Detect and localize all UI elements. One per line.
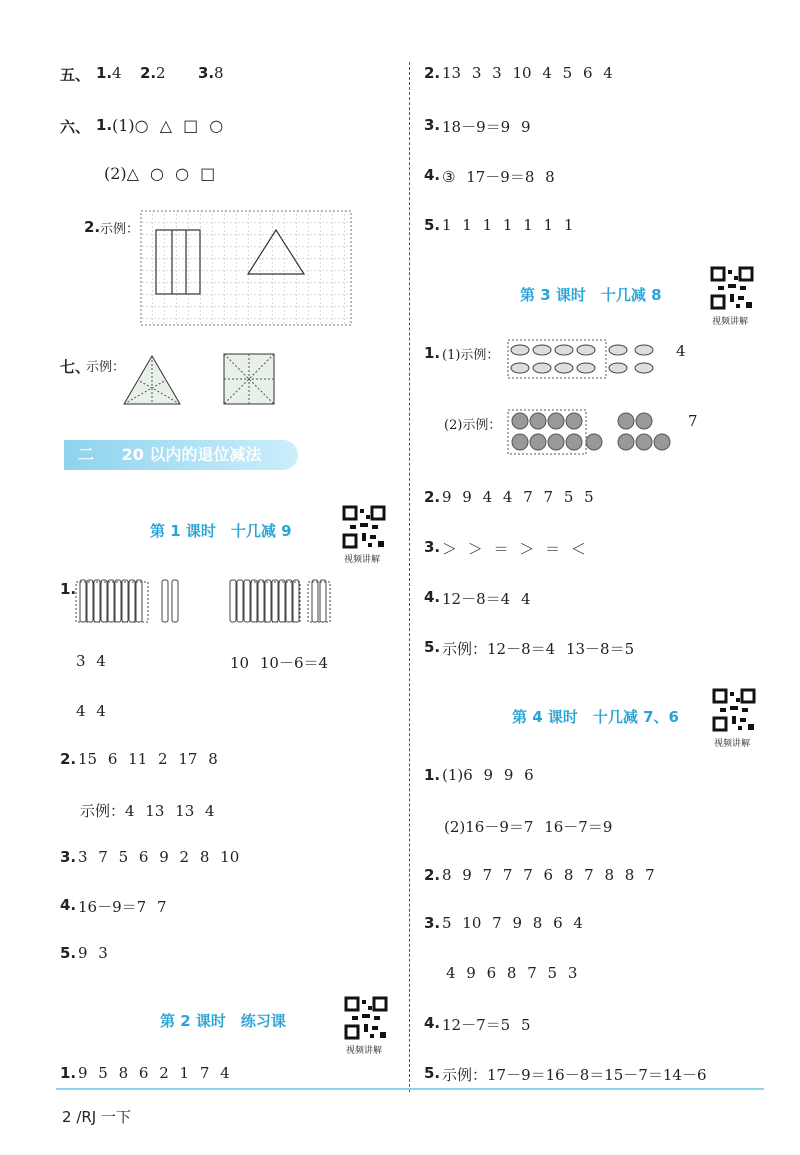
- l4-q3-num: 3.: [424, 914, 441, 932]
- l4-q4-answer: 12－7＝5 5: [442, 1016, 531, 1034]
- footer-rule: [56, 1088, 764, 1090]
- s6-q1-row1: (1)○ △ □ ○: [112, 116, 224, 135]
- grid-drawing: [140, 210, 352, 326]
- r-q2-answer: 13 3 3 10 4 5 6 4: [442, 64, 613, 82]
- r-q5-num: 5.: [424, 216, 441, 234]
- s5-q1-num: 1.: [96, 64, 113, 82]
- l1-q1-row1b: 10 10－6＝4: [230, 654, 329, 672]
- apples-figure: [506, 408, 676, 456]
- l1-q1-num: 1.: [60, 580, 77, 598]
- qr-label: 视频讲解: [344, 555, 381, 565]
- l4-q5-num: 5.: [424, 1064, 441, 1082]
- l2-q1-num: 1.: [60, 1064, 77, 1082]
- lesson-2-title: 第 2 课时 练习课: [160, 1012, 286, 1030]
- s5-q3-num: 3.: [198, 64, 215, 82]
- l4-q1-answer: (1)6 9 9 6: [442, 766, 534, 784]
- sticks-figure: [74, 578, 344, 626]
- cars-figure: [506, 338, 666, 380]
- qr-code-icon[interactable]: [344, 996, 388, 1040]
- page-number: 2: [62, 1108, 72, 1126]
- s5-q1-answer: 4: [112, 64, 122, 82]
- section-6-label: 六、: [60, 118, 91, 136]
- l1-q4-answer: 16－9＝7 7: [78, 898, 167, 916]
- l1-q3-num: 3.: [60, 848, 77, 866]
- column-divider: [409, 62, 410, 1092]
- section-5-label: 五、: [60, 66, 91, 84]
- section-7-label: 七、: [60, 358, 91, 376]
- l4-q1-num: 1.: [424, 766, 441, 784]
- l4-q2-answer: 8 9 7 7 7 6 8 7 8 8 7: [442, 866, 655, 884]
- s7-example: 示例：: [86, 360, 126, 375]
- s6-q2-example: 示例：: [100, 222, 140, 237]
- l4-q4-num: 4.: [424, 1014, 441, 1032]
- l4-q1b-answer: (2)16－9＝7 16－7＝9: [444, 818, 613, 836]
- l2-q1-answer: 9 5 8 6 2 1 7 4: [78, 1064, 230, 1082]
- l4-q3b-answer: 4 9 6 8 7 5 3: [446, 964, 578, 982]
- triangle-fold-figure: [120, 352, 184, 408]
- s6-q1-row2: (2)△ ○ ○ □: [104, 164, 216, 183]
- r-q4-answer: ③ 17－9＝8 8: [442, 168, 555, 186]
- l3-q2-num: 2.: [424, 488, 441, 506]
- l3-q5-answer: 示例：12－8＝4 13－8＝5: [442, 640, 635, 658]
- qr-label: 视频讲解: [714, 739, 751, 749]
- l3-q1b-answer: 7: [688, 412, 698, 430]
- l3-q1b-label: (2)示例：: [444, 418, 502, 433]
- l4-q2-num: 2.: [424, 866, 441, 884]
- qr-label: 视频讲解: [346, 1046, 383, 1056]
- unit-number: 二: [78, 445, 95, 464]
- l3-q3-num: 3.: [424, 538, 441, 556]
- l1-q5-answer: 9 3: [78, 944, 108, 962]
- unit-banner: [64, 440, 298, 470]
- l1-q2-answer: 15 6 11 2 17 8: [78, 750, 218, 768]
- l1-q1-row1a: 3 4: [76, 652, 106, 670]
- l3-q4-answer: 12－8＝4 4: [442, 590, 531, 608]
- s5-q3-answer: 8: [214, 64, 224, 82]
- r-q4-num: 4.: [424, 166, 441, 184]
- s5-q2-num: 2.: [140, 64, 157, 82]
- r-q5-answer: 1 1 1 1 1 1 1: [442, 216, 574, 234]
- lesson-4-title: 第 4 课时 十几减 7、6: [512, 708, 679, 726]
- s6-q2-num: 2.: [84, 218, 101, 236]
- l1-q1-row2: 4 4: [76, 702, 106, 720]
- l3-q1a-answer: 4: [676, 342, 686, 360]
- l4-q5-answer: 示例：17－9＝16－8＝15－7＝14－6: [442, 1066, 707, 1084]
- square-fold-figure: [222, 352, 278, 408]
- qr-code-icon[interactable]: [712, 688, 756, 732]
- r-q2-num: 2.: [424, 64, 441, 82]
- l1-q4-num: 4.: [60, 896, 77, 914]
- book-label: /RJ 一下: [76, 1108, 131, 1126]
- l3-q1a-label: (1)示例：: [442, 348, 500, 363]
- r-q3-answer: 18－9＝9 9: [442, 118, 531, 136]
- page-footer: [62, 1106, 131, 1127]
- lesson-1-title: 第 1 课时 十几减 9: [150, 522, 292, 540]
- s5-q2-answer: 2: [156, 64, 166, 82]
- l1-q2-num: 2.: [60, 750, 77, 768]
- l3-q5-num: 5.: [424, 638, 441, 656]
- unit-title: 20 以内的退位减法: [121, 445, 262, 464]
- l1-q3-answer: 3 7 5 6 9 2 8 10: [78, 848, 240, 866]
- l1-q5-num: 5.: [60, 944, 77, 962]
- l1-q2-example: 示例：4 13 13 4: [80, 802, 215, 820]
- qr-code-icon[interactable]: [710, 266, 754, 310]
- l3-q2-answer: 9 9 4 4 7 7 5 5: [442, 488, 594, 506]
- qr-label: 视频讲解: [712, 317, 749, 327]
- lesson-3-title: 第 3 课时 十几减 8: [520, 286, 662, 304]
- s6-q1-num: 1.: [96, 116, 113, 134]
- l3-q4-num: 4.: [424, 588, 441, 606]
- l4-q3-answer: 5 10 7 9 8 6 4: [442, 914, 583, 932]
- l3-q1-num: 1.: [424, 344, 441, 362]
- r-q3-num: 3.: [424, 116, 441, 134]
- qr-code-icon[interactable]: [342, 505, 386, 549]
- l3-q3-answer: ＞ ＞ ＝ ＞ ＝ ＜: [442, 540, 586, 558]
